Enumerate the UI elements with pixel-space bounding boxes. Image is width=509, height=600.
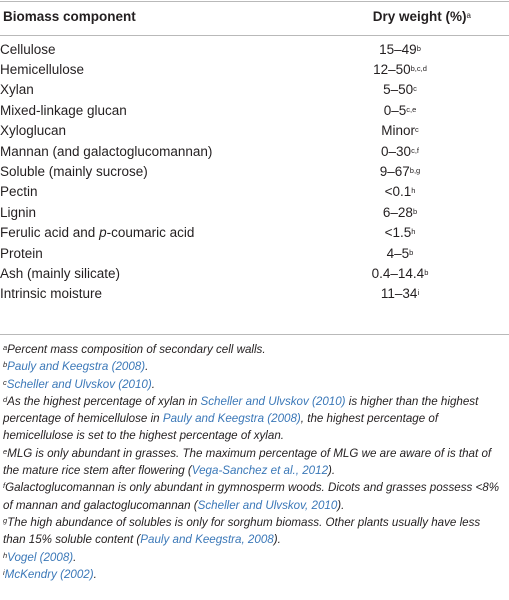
dry-weight-value <box>300 263 500 283</box>
component-name <box>0 243 300 263</box>
component-name-text: Xylan <box>0 82 34 98</box>
footnote-g <box>3 514 503 549</box>
dry-weight-value <box>300 284 500 304</box>
dry-weight-number: Minor <box>381 123 415 139</box>
dry-weight-value <box>300 121 500 141</box>
header-dry-weight-label: Dry weight (%) <box>372 9 467 24</box>
footnote-text: The high abundance of solubles is only for sorghum biomass. Other plants usually have less than 15% soluble content ( <box>3 515 481 547</box>
dry-weight-value <box>300 39 500 59</box>
table-row <box>0 39 500 59</box>
footnote-ref: b,g <box>409 166 421 176</box>
dry-weight-value <box>300 80 500 100</box>
component-name <box>0 263 300 283</box>
component-name-text: Soluble (mainly sucrose) <box>0 164 148 180</box>
footnote-d <box>3 393 503 445</box>
table-row <box>0 161 500 181</box>
component-name-text: Ferulic acid and <box>0 225 100 241</box>
dry-weight-value <box>300 100 500 120</box>
dry-weight-number: 0–30 <box>381 143 412 159</box>
table-row <box>0 80 500 100</box>
footnote-ref: i <box>417 288 420 298</box>
table-body <box>0 39 500 304</box>
footnote-mark: i <box>3 567 5 577</box>
footnote-mark: e <box>3 446 8 456</box>
footnote-text: . <box>73 550 77 564</box>
reference-link[interactable]: Pauly and Keegstra (2008) <box>7 360 146 374</box>
footnote-mark: g <box>3 515 8 525</box>
header-component: Biomass component <box>3 9 136 24</box>
dry-weight-number: 15–49 <box>379 41 417 57</box>
dry-weight-number: <0.1 <box>384 184 412 200</box>
footnote-text: ). <box>337 498 345 512</box>
footnote-text: Galactoglucomannan is only abundant in gymnosperm woods. Dicots and grasses possess <8% of mannan and galactoglucomannan ( <box>3 481 500 512</box>
table-bottom-rule <box>0 334 509 335</box>
reference-link[interactable]: Pauly and Keegstra, 2008 <box>140 533 274 547</box>
dry-weight-value <box>300 141 500 161</box>
footnote-mark: a <box>3 343 8 352</box>
table-top-rule <box>0 1 509 2</box>
footnote-ref: b <box>424 267 429 277</box>
component-name <box>0 182 300 202</box>
component-name-text: Mixed-linkage glucan <box>0 102 127 118</box>
table-row <box>0 182 500 202</box>
table-row <box>0 284 500 304</box>
footnotes <box>3 341 503 583</box>
component-name-italic: p <box>99 225 107 241</box>
dry-weight-value <box>300 161 500 181</box>
component-name-text: Ash (mainly silicate) <box>0 265 121 281</box>
component-name-text: Pectin <box>0 184 38 200</box>
footnote-ref: b,c,d <box>410 64 427 74</box>
component-name-text: Mannan (and galactoglucomannan) <box>0 143 213 159</box>
component-name-text: Protein <box>0 245 43 261</box>
footnote-mark: f <box>3 481 6 491</box>
table-row <box>0 141 500 161</box>
footnote-text: MLG is only abundant in grasses. The maximum percentage of MLG we are aware of is that of the mature rice stem after flowering ( <box>3 446 492 478</box>
footnote-h <box>3 549 503 566</box>
dry-weight-value <box>300 223 500 243</box>
footnote-ref: c,e <box>406 104 417 114</box>
dry-weight-number: 0–5 <box>383 102 407 118</box>
header-rule <box>0 35 509 36</box>
dry-weight-number: <1.5 <box>384 225 412 241</box>
footnote-text: , the highest percentage of hemicellulose is set to the highest percentage of xylan. <box>3 412 439 443</box>
footnote-text: . <box>93 567 97 581</box>
footnote-mark: d <box>3 394 8 404</box>
footnote-text: ). <box>328 464 336 478</box>
dry-weight-number: 12–50 <box>373 62 411 78</box>
dry-weight-number: 4–5 <box>386 245 410 261</box>
footnote-ref: b <box>412 206 418 216</box>
reference-link[interactable]: Vogel (2008) <box>7 550 74 564</box>
footnote-text: As the highest percentage of xylan in <box>7 394 201 408</box>
table-row <box>0 100 500 120</box>
footnote-mark: b <box>3 360 8 370</box>
footnote-ref: b <box>416 43 421 53</box>
footnote-c <box>3 376 503 393</box>
component-name-text: Hemicellulose <box>0 62 85 78</box>
table-row <box>0 263 500 283</box>
component-name <box>0 121 300 141</box>
footnote-ref: b <box>409 247 414 257</box>
table-row <box>0 223 500 243</box>
footnote-a <box>3 341 503 358</box>
reference-link[interactable]: Vega-Sanchez et al., 2012 <box>191 464 329 478</box>
footnote-text: is higher than the highest percentage of hemicellulose in <box>3 394 479 426</box>
footnote-text: ). <box>273 533 281 547</box>
component-name <box>0 202 300 222</box>
footnote-ref: c <box>413 84 417 94</box>
table-row <box>0 243 500 263</box>
dry-weight-value <box>300 243 500 263</box>
dry-weight-number: 5–50 <box>383 82 414 98</box>
reference-link[interactable]: Pauly and Keegstra (2008) <box>162 412 301 426</box>
dry-weight-value <box>300 202 500 222</box>
footnote-b <box>3 358 503 375</box>
table-row <box>0 59 500 79</box>
component-name <box>0 161 300 181</box>
component-name-text: Xyloglucan <box>0 123 67 139</box>
footnote-ref: c <box>415 125 419 135</box>
dry-weight-value <box>300 59 500 79</box>
footnote-mark: c <box>3 377 7 387</box>
header-dry-weight-sup: a <box>466 11 471 20</box>
component-name-text: -coumaric acid <box>106 225 195 241</box>
footnote-mark: h <box>3 550 8 560</box>
footnote-ref: c,f <box>411 145 419 155</box>
component-name <box>0 39 300 59</box>
footnote-e <box>3 445 503 480</box>
footnote-f <box>3 479 503 514</box>
dry-weight-number: 6–28 <box>382 204 413 220</box>
footnote-i <box>3 566 503 583</box>
dry-weight-number: 11–34 <box>380 286 418 302</box>
component-name <box>0 284 300 304</box>
component-name <box>0 223 300 243</box>
footnote-ref: h <box>411 186 416 196</box>
dry-weight-value <box>300 182 500 202</box>
reference-link[interactable]: Scheller and Ulvskov (2010) <box>200 394 346 408</box>
component-name-text: Lignin <box>0 204 37 220</box>
footnote-text: Percent mass composition of secondary cell walls. <box>7 343 266 356</box>
footnote-text: . <box>145 360 149 374</box>
component-name <box>0 141 300 161</box>
component-name <box>0 59 300 79</box>
dry-weight-number: 9–67 <box>379 164 410 180</box>
component-name-text: Intrinsic moisture <box>0 286 103 302</box>
header-dry-weight <box>300 9 471 24</box>
reference-link[interactable]: Scheller and Ulvskov, 2010 <box>197 498 338 512</box>
component-name-text: Cellulose <box>0 41 56 57</box>
table-row <box>0 202 500 222</box>
dry-weight-number: 0.4–14.4 <box>371 265 425 281</box>
reference-link[interactable]: McKendry (2002) <box>4 567 94 581</box>
component-name <box>0 100 300 120</box>
reference-link[interactable]: Scheller and Ulvskov (2010) <box>6 377 152 391</box>
footnote-text: . <box>151 377 155 391</box>
footnote-ref: h <box>411 227 416 237</box>
table-row <box>0 121 500 141</box>
component-name <box>0 80 300 100</box>
